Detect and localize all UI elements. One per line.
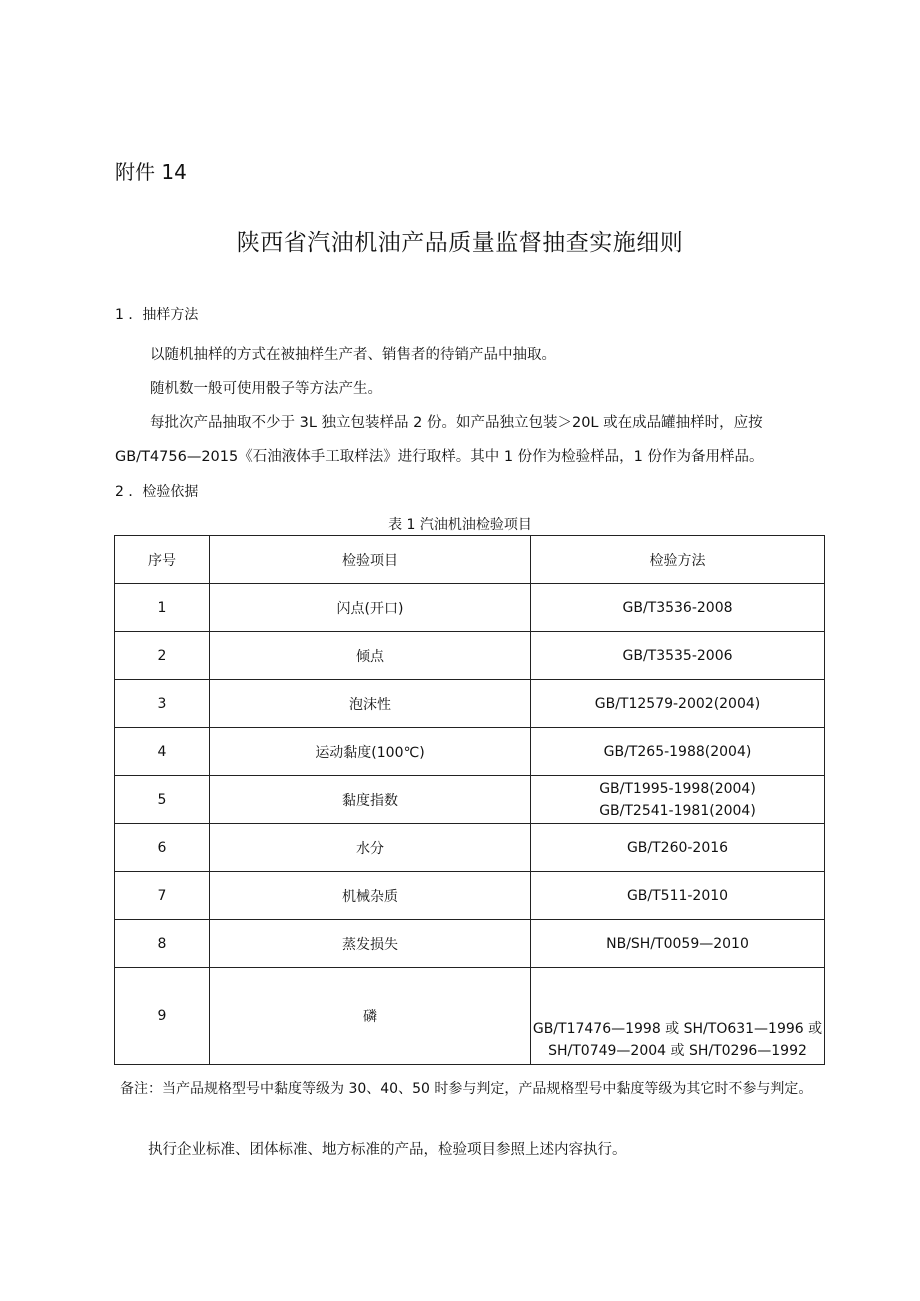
row-method: GB/T265-1988(2004) (531, 728, 825, 776)
row-item: 闪点(开口) (210, 584, 531, 632)
row-method: GB/T12579-2002(2004) (531, 680, 825, 728)
header-item: 检验项目 (210, 536, 531, 584)
row-item: 蒸发损失 (210, 920, 531, 968)
header-no: 序号 (115, 536, 210, 584)
paragraph-sampling-2: 随机数一般可使用骰子等方法产生。 (150, 381, 382, 397)
table-row (115, 680, 825, 728)
row-item: 倾点 (210, 632, 531, 680)
document-title: 陕西省汽油机油产品质量监督抽查实施细则 (236, 230, 684, 256)
table-row (115, 728, 825, 776)
table-remark: 备注：当产品规格型号中黏度等级为 30、40、50 时参与判定，产品规格型号中黏度等级为其它时不参与判定。 (120, 1081, 813, 1097)
row-method: GB/T3536-2008 (531, 584, 825, 632)
row-method (531, 776, 825, 824)
row-no: 7 (115, 872, 210, 920)
inspection-items-table (114, 535, 825, 1065)
table-row (115, 872, 825, 920)
row-method: NB/SH/T0059—2010 (531, 920, 825, 968)
row-method: GB/T511-2010 (531, 872, 825, 920)
section-1-heading: 1 ．抽样方法 (115, 307, 199, 323)
row-item: 泡沫性 (210, 680, 531, 728)
row-method (531, 968, 825, 1065)
row-item: 黏度指数 (210, 776, 531, 824)
row-method: GB/T260-2016 (531, 824, 825, 872)
row-item: 磷 (210, 968, 531, 1065)
method-line: GB/T1995-1998(2004) (599, 780, 756, 797)
table-row (115, 968, 825, 1065)
execution-note: 执行企业标准、团体标准、地方标准的产品，检验项目参照上述内容执行。 (148, 1142, 627, 1158)
row-no: 1 (115, 584, 210, 632)
row-no: 9 (115, 968, 210, 1065)
paragraph-sampling-1: 以随机抽样的方式在被抽样生产者、销售者的待销产品中抽取。 (150, 347, 556, 363)
paragraph-sampling-4: GB/T4756—2015《石油液体手工取样法》进行取样。其中 1 份作为检验样品，1 份作为备用样品。 (115, 449, 764, 465)
row-method: GB/T3535-2006 (531, 632, 825, 680)
attachment-label: 附件 14 (115, 160, 187, 184)
section-2-heading: 2 ．检验依据 (115, 484, 199, 500)
row-item: 机械杂质 (210, 872, 531, 920)
table-row (115, 920, 825, 968)
header-method: 检验方法 (531, 536, 825, 584)
table-header-row (115, 536, 825, 584)
table-row (115, 632, 825, 680)
method-line: SH/T0749—2004 或 SH/T0296—1992 (548, 1043, 807, 1059)
table-row (115, 824, 825, 872)
paragraph-sampling-3: 每批次产品抽取不少于 3L 独立包装样品 2 份。如产品独立包装＞20L 或在成品罐抽样时，应按 (150, 415, 763, 431)
table-row (115, 776, 825, 824)
row-item: 水分 (210, 824, 531, 872)
row-item: 运动黏度(100℃) (210, 728, 531, 776)
row-no: 5 (115, 776, 210, 824)
table-row (115, 584, 825, 632)
row-no: 2 (115, 632, 210, 680)
row-no: 8 (115, 920, 210, 968)
row-no: 6 (115, 824, 210, 872)
method-line: GB/T2541-1981(2004) (599, 802, 756, 819)
row-no: 3 (115, 680, 210, 728)
row-no: 4 (115, 728, 210, 776)
table-caption: 表 1 汽油机油检验项目 (388, 517, 532, 533)
method-line: GB/T17476—1998 或 SH/TO631—1996 或 (532, 1021, 823, 1037)
